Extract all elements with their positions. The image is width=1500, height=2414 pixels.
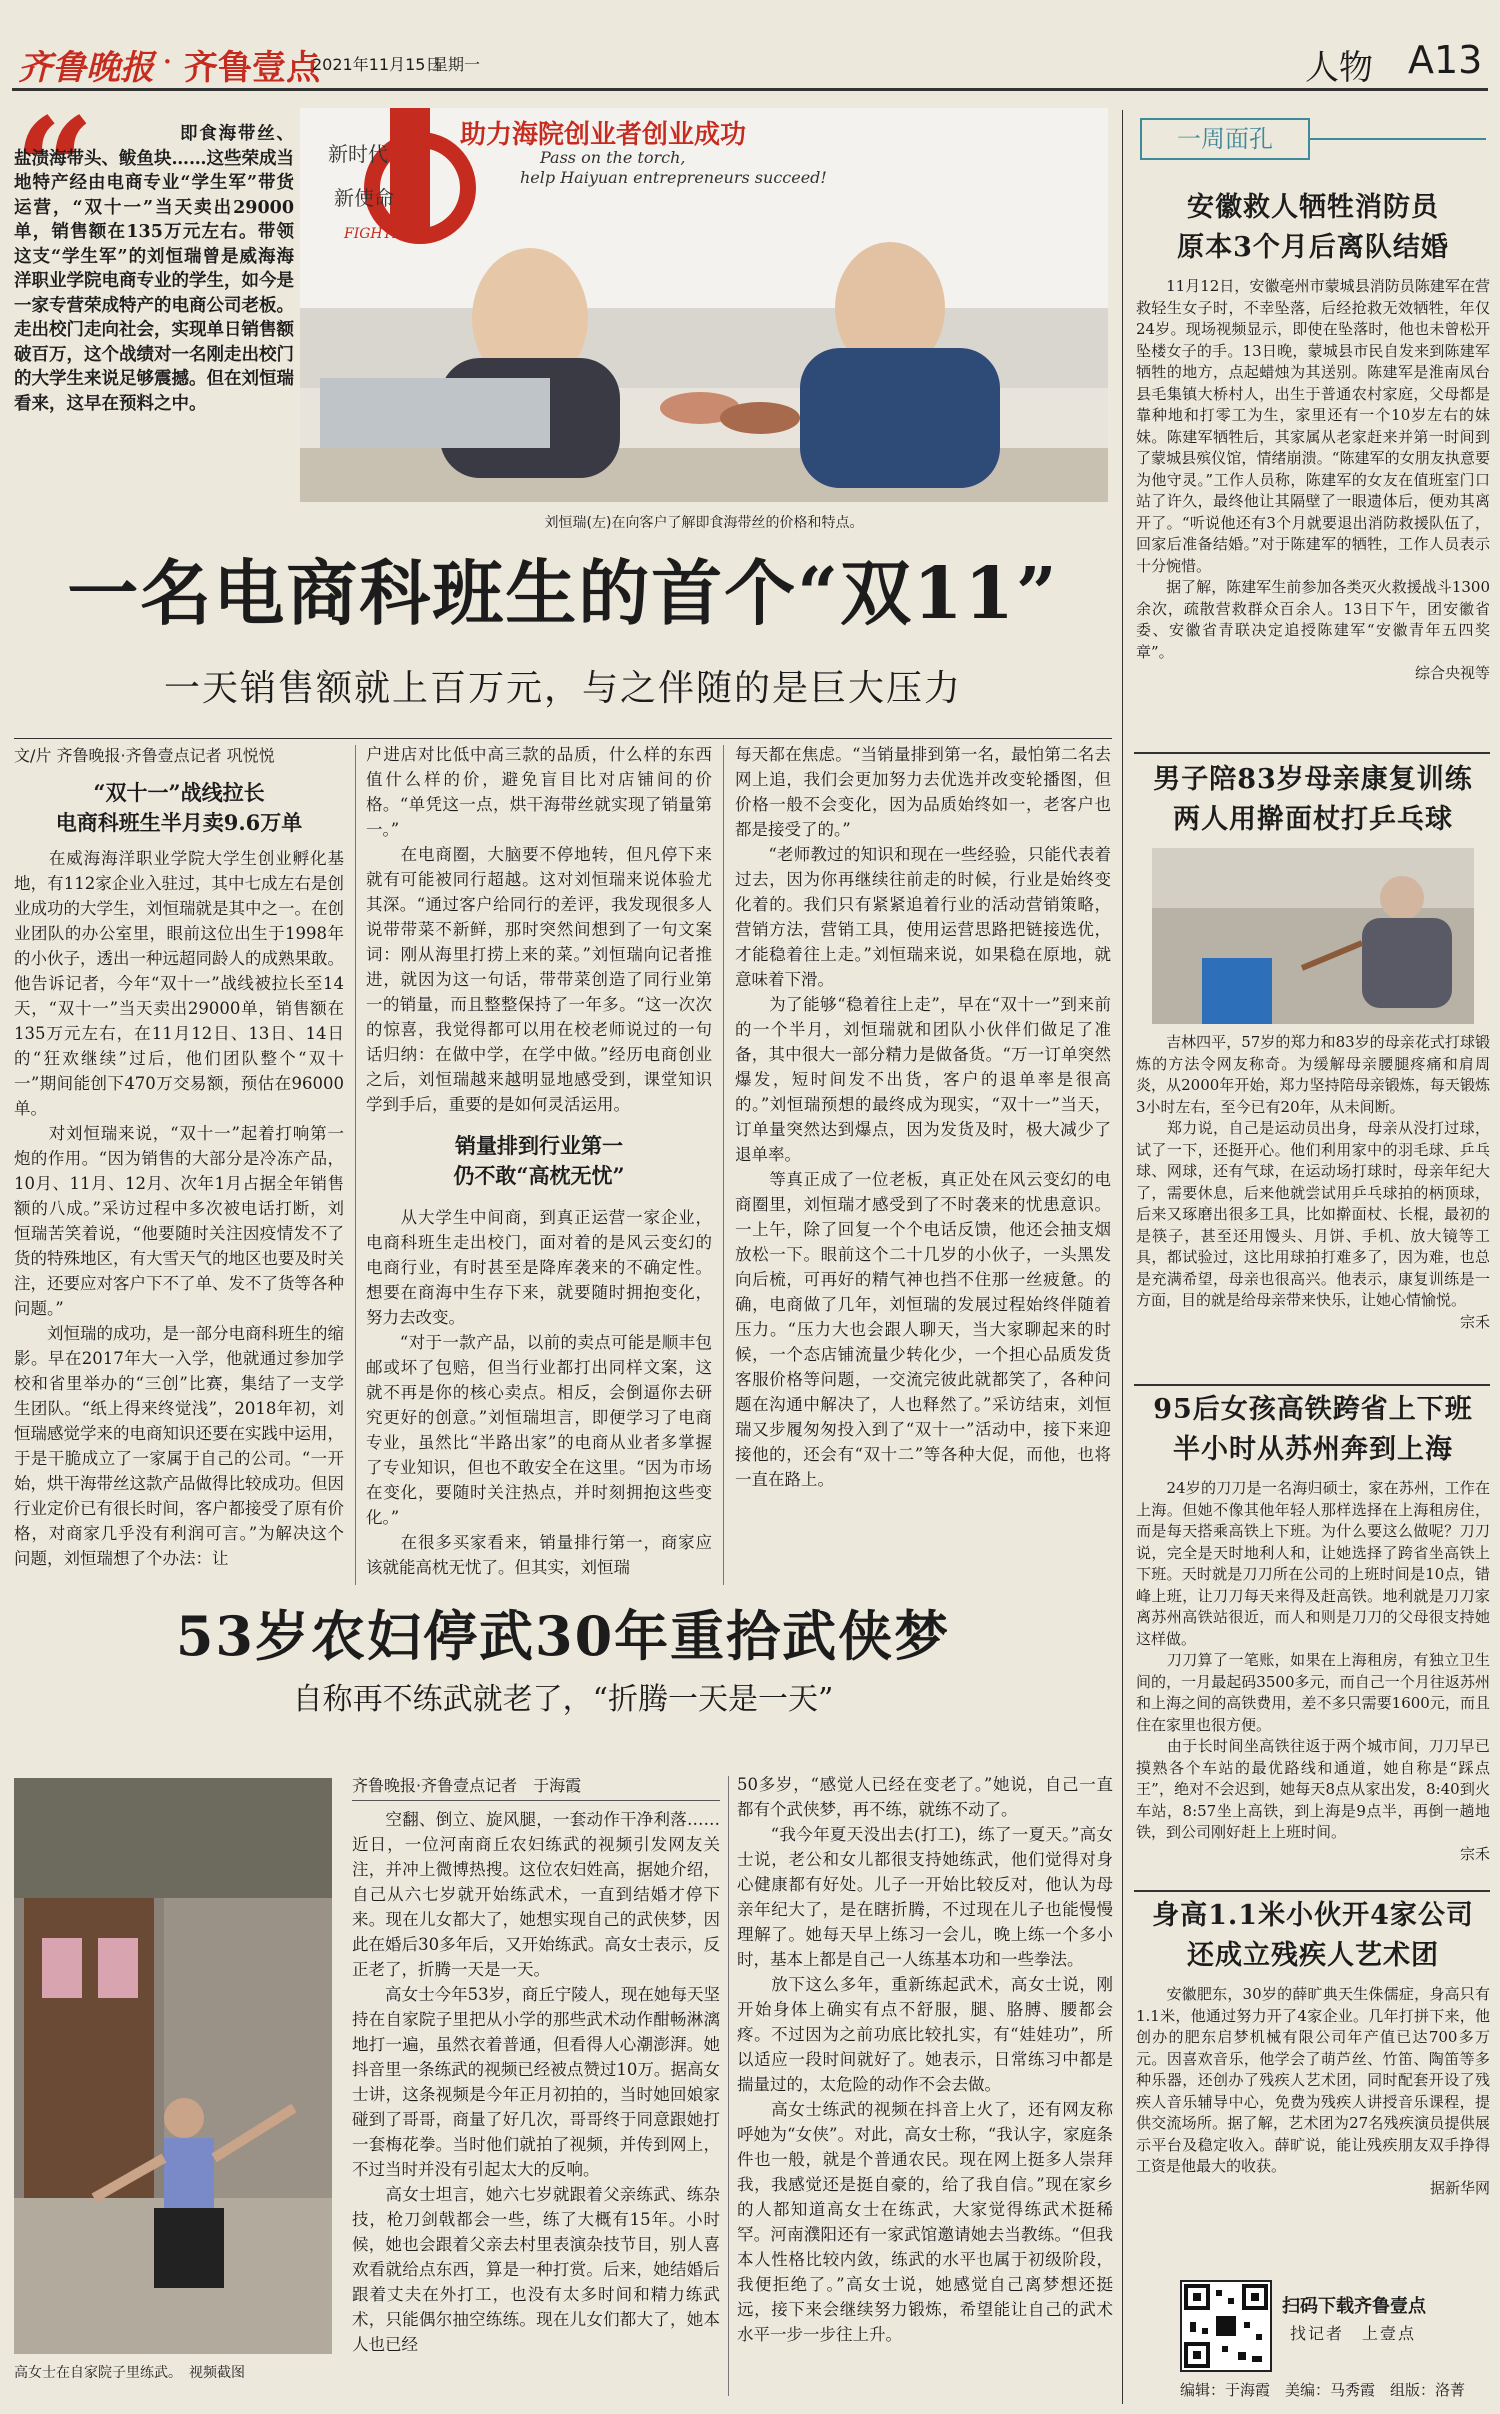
interview-photo — [300, 108, 1108, 502]
sidebar-story-3 — [1136, 1390, 1490, 1890]
article2-title: 53岁农妇停武30年重拾武侠梦 — [175, 1604, 951, 1668]
martial-arts-photo — [14, 1778, 332, 2354]
article2-byline: 齐鲁晚报·齐鲁壹点记者 于海霞 — [352, 1772, 720, 1801]
banner-main-text: 助力海院创业者创业成功 — [460, 120, 747, 150]
masthead-rule — [12, 88, 1488, 91]
sidebar-story-3-credit: 宗禾 — [1459, 1844, 1490, 1863]
martial-arts-illustration — [14, 1778, 332, 2354]
article1-col1 — [14, 742, 344, 1587]
article1-col1-text: 在威海海洋职业学院大学生创业孵化基地，有112家企业入驻过，其中七成左右是创业成功的大学生，刘恒瑞就是其中之一。在创业团队的办公室里，眼前这位出生于1998年的小伙子，透出一种远超同龄人的成熟果敢。他告诉记者，今年“双十一”战线被拉长至14天，“双十一”当天卖出29000单，销售额在135万元左右，在11月12日、13日、14日的“狂欢继续”过后，他们团队整个“双十一”期间能创下470万交易额，预估在96000单。 对刘恒瑞来说，“双十一”起着打响第一炮的作用。“因为销售的大部分是冷冻产品，10月、11月、12月、次年1月占据全年销售额的八成。”采访过程中多次被电话打断，刘恒瑞苦笑着说，“他要随时关注因疫情发不了货的特殊地区，有大雪天气的地区也要及时关注，还要应对客户下不了单、发不了货等各种问题。” 刘恒瑞的成功，是一部分电商科班生的缩影。早在2017年大一入学，他就通过参加学校和省里举办的“三创”比赛，集结了一支学生团队。“纸上得来终觉浅”，2018年初，刘恒瑞感觉学来的电商知识还要在实践中运用，于是干脆成立了一家属于自己的公司。“一开始，烘干海带丝这款产品做得比较成功。但因行业定价已有很长时间，客户都接受了原有价格，对商家几乎没有利润可言。”为解决这个问题，刘恒瑞想了个办法：让 — [14, 849, 344, 1568]
article1-col2 — [366, 742, 712, 1587]
masthead-paper-name: 齐鲁晚报 — [18, 48, 154, 88]
sidebar-story-4-credit: 据新华网 — [1429, 2178, 1490, 2197]
photo2-caption: 高女士在自家院子里练武。 视频截图 — [14, 2365, 245, 2381]
sidebar-story-1-text: 11月12日，安徽亳州市蒙城县消防员陈建军在营救轻生女子时，不幸坠落，后经抢救无效牺牲，年仅24岁。现场视频显示，即使在坠落时，他也未曾松开坠楼女子的手。13日晚，蒙城县市民自发来到陈建军牺牲的地方，点起蜡烛为其送别。陈建军是淮南凤台县毛集镇大桥村人，出生于普通农村家庭，父母都是靠种地和打零工为生，家里还有一个10岁左右的妹妹。陈建军牺牲后，其家属从老家赶来并第一时间到了蒙城县殡仪馆，情绪崩溃。“陈建军的女朋友执意要为他守灵。”工作人员称，陈建军的女友在值班室门口站了许久，最终他让其隔壁了一眼遗体后，便劝其离开了。“听说他还有3个月就要退出消防救援队伍了，回家后准备结婚。”对于陈建军的牺牲，工作人员表示十分惋惜。 据了解，陈建军生前参加各类灭火救援战斗1300余次，疏散营救群众百余人。13日下午，团安徽省委、安徽省青联决定追授陈建军“安徽青年五四奖章”。 — [1136, 277, 1490, 661]
banner-slogan-1: 新时代 — [328, 142, 388, 166]
article2-col1-text: 空翻、倒立、旋风腿，一套动作干净利落……近日，一位河南商丘农妇练武的视频引发网友关注，并冲上微博热搜。这位农妇姓高，据她介绍，自己从六七岁就开始练武术，一直到结婚才停下来。现在儿女都大了，她想实现自己的武侠梦，因此在婚后30多年后，又开始练武。高女士表示，反正老了，折腾一天是一天。 高女士今年53岁，商丘宁陵人，现在她每天坚持在自家院子里把从小学的那些武术动作酣畅淋漓地打一遍，虽然衣着普通，但看得人心潮澎湃。她抖音里一条练武的视频已经被点赞过10万。据高女士讲，这条视频是今年正月初拍的，当时她回娘家碰到了哥哥，商量了好几次，哥哥终于同意跟她打一套梅花拳。当时他们就拍了视频，并传到网上，不过当时并没有引起太大的反响。 高女士坦言，她六七岁就跟着父亲练武、练杂技，枪刀剑戟都会一些，练了大概有15年。小时候，她也会跟着父亲去村里表演杂技节目，别人喜欢看就给点东西，算是一种打赏。后来，她结婚后跟着丈夫在外打工，也没有太多时间和精力练武术，只能偶尔抽空练练。现在儿女们都大了，她本人也已经 — [352, 1810, 720, 2354]
pingpong-photo — [1152, 848, 1474, 1024]
sidebar-story-3-title: 95后女孩高铁跨省上下班 半小时从苏州奔到上海 — [1153, 1394, 1473, 1465]
sidebar-story-4-title: 身高1.1米小伙开4家公司 还成立残疾人艺术团 — [1152, 1900, 1474, 1971]
col-divider — [355, 745, 356, 1585]
banner-slogan-3: FIGHTING — [344, 226, 421, 242]
qr-code-icon — [1182, 2282, 1270, 2370]
sidebar-rule — [1134, 1890, 1490, 1892]
sidebar-rule — [1134, 1384, 1490, 1386]
masthead-brand: 齐鲁壹点 — [184, 48, 320, 88]
article1-subtitle: 一天销售额就上百万元，与之伴随的是巨大压力 — [163, 668, 962, 709]
sidebar-story-1 — [1136, 188, 1490, 763]
banner-english-1: Pass on the torch, — [540, 148, 686, 167]
sidebar-story-2-text: 吉林四平，57岁的郑力和83岁的母亲花式打球锻炼的方法令网友称奇。为缓解母亲腰腿疼痛和肩周炎，从2000年开始，郑力坚持陪母亲锻炼，每天锻炼3小时左右，至今已有20年，从未间断。 郑力说，自己是运动员出身，母亲从没打过球，试了一下，还挺开心。他们利用家中的羽毛球、乒乓球、网球，还有气球，在运动场打球时，母亲年纪大了，需要休息，后来他就尝试用乒乓球拍的柄顶球，后来又琢磨出很多工具，比如擀面杖、长棍，最初的是筷子，甚至还用馒头、月饼、手机、放大镜等工具，都试验过，这比用球拍打难多了，因为难，也总是充满希望，母亲也很高兴。他表示，康复训练是一方面，目的就是给母亲带来快乐，让她心情愉悦。 — [1136, 1033, 1490, 1309]
article2-subtitle: 自称再不练武就老了，“折腾一天是一天” — [292, 1682, 834, 1717]
qr-label: 扫码下载齐鲁壹点 — [1282, 2296, 1426, 2317]
page-number: A13 — [1408, 38, 1483, 82]
masthead — [0, 0, 1500, 92]
intro-text: 即食海带丝、盐渍海带头、鲅鱼块……这些荣成当地特产经由电商专业“学生军”带货运营，“双十一”当天卖出29000单，销售额在135万元左右。带领这支“学生军”的刘恒瑞曾是威海海洋职业学院电商专业的学生，如今是一家专营荣成特产的电商公司老板。 走出校门走向社会，实现单日销售额破百万，这个战绩对一名刚走出校门的大学生来说足够震撼。但在刘恒瑞看来，这早在预料之中。 — [14, 124, 294, 414]
article1-byline-rule — [14, 738, 1112, 739]
col-divider — [723, 745, 724, 1585]
section-name: 人物 — [1305, 48, 1373, 88]
article1-subhead2: 销量排到行业第一 仍不敢“高枕无忧” — [453, 1133, 625, 1188]
article1-col2b-text: 从大学生中间商，到真正运营一家企业，电商科班生走出校门，面对着的是风云变幻的电商行业，有时甚至是降库袭来的不确定性。想要在商海中生存下来，就要随时拥抱变化，努力去改变。 “对于一款产品，以前的卖点可能是顺丰包邮或坏了包赔，但当行业都打出同样文案，这就不再是你的核心卖点。相反，会倒逼你去研究更好的创意。”刘恒瑞坦言，即便学习了电商专业，虽然比“半路出家”的电商从业者多掌握了专业知识，但也不敢安全在这里。“因为市场在变化，要随时关注热点，并时刻拥抱这些变化。” 在很多买家看来，销量排行第一，商家应该就能高枕无忧了。但其实，刘恒瑞 — [366, 1208, 712, 1577]
sidebar-divider — [1122, 110, 1123, 2404]
article1-col3 — [735, 742, 1111, 1587]
sidebar-story-4-text: 安徽肥东，30岁的薛旷典天生侏儒症，身高只有1.1米，他通过努力开了4家企业。几年打拼下来，他创办的肥东启梦机械有限公司年产值已达700多万元。因喜欢音乐，他学会了萌芦丝、竹笛、陶笛等多种乐器，还创办了残疾人艺术团，同时配套开设了残疾人音乐辅导中心，免费为残疾人讲授音乐课程，提供交流场所。据了解，艺术团为27名残疾演员提供展示平台及稳定收入。薛旷说，能让残疾朋友双手挣得工资是他最大的收获。 — [1136, 1985, 1490, 2175]
sidebar-rule — [1134, 752, 1490, 754]
article1-col3-text: 每天都在焦虑。“当销量排到第一名，最怕第二名去网上追，我们会更加努力去优选并改变轮播图，但价格一般不会变化，因为品质始终如一，老客户也都是接受了的。” “老师教过的知识和现在一些经验，只能代表着过去，因为你再继续往前走的时候，行业是始终变化着的。我们只有紧紧追着行业的活动营销策略，营销方法，营销工具，使用运营思路把链接选优，才能稳着往上走。”刘恒瑞来说，如果稳在原地，就意味着下滑。 为了能够“稳着往上走”，早在“双十一”到来前的一个半月，刘恒瑞就和团队小伙伴们做足了准备，其中很大一部分精力是做备货。“万一订单突然爆发，短时间发不出货，客户的退单率是很高的。”刘恒瑞预想的最终成为现实，“双十一”当天，订单量突然达到爆点，因为发货及时，极大减少了退单率。 等真正成了一位老板，真正处在风云变幻的电商圈里，刘恒瑞才感受到了不时袭来的忧患意识。一上午，除了回复一个个电话反馈，他还会抽支烟放松一下。眼前这个二十几岁的小伙子，一头黑发向后梳，可再好的精气神也挡不住那一丝疲惫。的确，电商做了几年，刘恒瑞的发展过程始终伴随着压力。“压力大也会跟人聊天，当大家聊起来的时候，一个态店铺流量少转化少，一个担心品质发货客服价格等问题，一交流完彼此就都笑了，各种问题在沟通中解决了，人也释然了。”采访结束，刘恒瑞又步履匆匆投入到了“双十一”活动中，接下来迎接他的，还会有“双十二”等各种大促，而他，也将一直在路上。 — [735, 745, 1111, 1489]
intro-quote-mark: “ — [14, 100, 95, 200]
article2-col2-text: 50多岁，“感觉人已经在变老了。”她说，自己一直都有个武侠梦，再不练，就练不动了。 “我今年夏天没出去(打工)，练了一夏天。”高女士说，老公和女儿都很支持她练武，他们觉得对身心健康都有好处。儿子一开始比较反对，他认为母亲年纪大了，是在瞎折腾，不过现在儿子也能慢慢理解了。她每天早上练习一会儿，晚上练一个多小时，基本上都是自己一人练基本功和一些拳法。 放下这么多年，重新练起武术，高女士说，刚开始身体上确实有点不舒服，腿、胳膊、腰都会疼。不过因为之前功底比较扎实，有“娃娃功”，所以适应一段时间就好了。她表示，日常练习中都是揣量过的，太危险的动作不会去做。 高女士练武的视频在抖音上火了，还有网友称呼她为“女侠”。对此，高女士称，“我认字，家庭条件也一般，就是个普通农民。现在网上挺多人崇拜我，我感觉还是挺自豪的，给了我自信。”现在家乡的人都知道高女士在练武，大家觉得练武术挺稀罕。河南濮阳还有一家武馆邀请她去当教练。“但我本人性格比较内敛，练武的水平也属于初级阶段，我便拒绝了。”高女士说，她感觉自己离梦想还挺远，接下来会继续努力锻炼，希望能让自己的武术水平一步一步往上升。 — [737, 1775, 1113, 2344]
article1-byline: 文/片 齐鲁晚报·齐鲁壹点记者 巩悦悦 — [14, 746, 275, 765]
qr-sublabel: 找记者 上壹点 — [1290, 2324, 1417, 2343]
masthead-weekday: 星期一 — [432, 55, 481, 74]
sidebar-label-text: 一周面孔 — [1177, 125, 1273, 153]
col-divider — [728, 1776, 729, 2396]
masthead-dot: · — [162, 42, 173, 82]
article1-col2a-text: 户进店对比低中高三款的品质，什么样的东西值什么样的价，避免盲目比对店铺间的价格。“单凭这一点，烘干海带丝就实现了销量第一。” 在电商圈，大脑要不停地转，但凡停下来就有可能被同行超越。这对刘恒瑞来说体验尤其深。“通过客户给同行的差评，我发现很多人说带带菜不新鲜，那时突然间想到了一句文案词：刚从海里打捞上来的菜。”刘恒瑞向记者推进，就因为这一句话，带带菜创造了同行业第一的销量，而且整整保持了一年多。“这一次次的惊喜，我觉得都可以用在校老师说过的一句话归纳：在做中学，在学中做。”经历电商创业之后，刘恒瑞越来越明显地感受到，课堂知识学到手后，重要的是如何灵活运用。 — [366, 745, 712, 1114]
photo1-caption: 刘恒瑞(左)在向客户了解即食海带丝的价格和特点。 — [544, 515, 864, 531]
sidebar-story-1-title: 安徽救人牺牲消防员 原本3个月后离队结婚 — [1177, 192, 1449, 263]
editor-credit: 编辑：于海霞 美编：马秀霞 组版：洛菁 — [1180, 2381, 1466, 2399]
sidebar-label-rule — [1310, 138, 1486, 140]
pingpong-illustration — [1152, 848, 1474, 1024]
article1-subhead1: “双十一”战线拉长 电商科班生半月卖9.6万单 — [55, 780, 303, 835]
article2-col2 — [737, 1772, 1113, 2400]
qr-code[interactable] — [1180, 2280, 1272, 2372]
sidebar-story-3-text: 24岁的刀刀是一名海归硕士，家在苏州，工作在上海。但她不像其他年轻人那样选择在上海租房住，而是每天搭乘高铁上下班。为什么要这么做呢？刀刀说，完全是天时地利人和，让她选择了跨省坐高铁上下班。天时就是刀刀所在公司的上班时间是10点，错峰上班，让刀刀每天来得及赶高铁。地利就是刀刀家离苏州高铁站很近，而人和则是刀刀的父母很支持她这样做。 刀刀算了一笔账，如果在上海租房，有独立卫生间的，一月最起码3500多元，而自己一个月往返苏州和上海之间的高铁费用，差不多只需要1600元，而且住在家里也很方便。 由于长时间坐高铁往返于两个城市间，刀刀早已摸熟各个车站的最优路线和通道，她自称是“踩点王”，绝对不会迟到，她每天8点从家出发，8:40到火车站，8:57坐上高铁，到上海是9点半，再倒一趟地铁，到公司刚好赶上上班时间。 — [1136, 1479, 1490, 1841]
sidebar-story-4 — [1136, 1896, 1490, 2266]
masthead-date: 2021年11月15日 — [312, 55, 442, 74]
article2-col1 — [352, 1772, 720, 2400]
sidebar-story-2-credit: 宗禾 — [1459, 1312, 1490, 1331]
sidebar-story-1-credit: 综合央视等 — [1414, 664, 1490, 682]
banner-english-2: help Haiyuan entrepreneurs succeed! — [520, 168, 827, 187]
banner-slogan-2: 新使命 — [334, 186, 394, 210]
sidebar-story-2 — [1136, 760, 1490, 1380]
sidebar-story-2-title: 男子陪83岁母亲康复训练 两人用擀面杖打乒乓球 — [1153, 764, 1473, 835]
sidebar-label — [1140, 118, 1310, 160]
article1-title: 一名电商科班生的首个“双11” — [67, 551, 1059, 635]
